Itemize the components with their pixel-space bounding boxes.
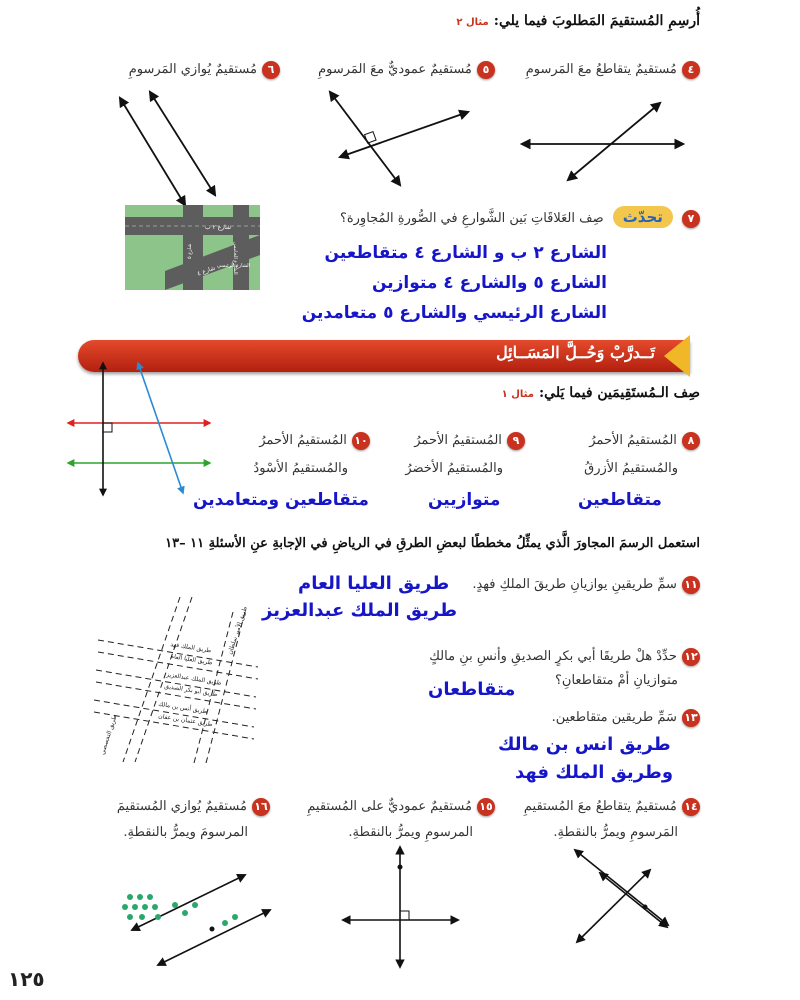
blue-line bbox=[138, 363, 183, 493]
item-7 bbox=[340, 206, 700, 228]
road-label-takhassusi: طريق التخصصي bbox=[99, 714, 119, 756]
answer-11b: طريق الملك عبدالعزيز bbox=[262, 600, 458, 621]
item-text: مُستقيمٌ يتقاطعُ معَ المَرسومِ bbox=[525, 62, 677, 77]
item-text: مُستقيمٌ عموديٌّ معَ المَرسومِ bbox=[318, 62, 472, 77]
item-line2: المرسومَ ويمرُّ بالنقطةِ. bbox=[123, 825, 248, 840]
map-label-fifth: الشارع الخامس bbox=[232, 242, 238, 275]
item-8 bbox=[584, 425, 700, 483]
talk-badge: تحدّث bbox=[613, 206, 673, 228]
question-11 bbox=[472, 573, 700, 594]
map-label-street4: شارع ٤ bbox=[196, 264, 217, 278]
section1-instruction: أُرسِمِ المُستقيمَ المَطلوبَ فيما يلي: bbox=[493, 13, 700, 29]
item-number-badge: ١٢ bbox=[682, 648, 700, 666]
item-number-badge: ١٣ bbox=[682, 709, 700, 727]
road-label-olaya: طريق العليا العام bbox=[169, 653, 213, 667]
student-perpendicular-line bbox=[330, 92, 400, 185]
item-number-badge: ٤ bbox=[682, 61, 700, 79]
item-number-badge: ١٥ bbox=[477, 798, 495, 816]
item-line2: المَرسومِ ويمرُّ بالنقطةِ. bbox=[553, 825, 678, 840]
answer-12: متقاطعان bbox=[428, 679, 516, 700]
banner-title: تَــدرَّبْ وَحُــلَّ المَسَــائِل bbox=[496, 343, 655, 362]
map-label-street5: شارع ٥ bbox=[187, 243, 193, 259]
item-line1: مُستقيمٌ عموديٌّ على المُستقيمِ bbox=[307, 799, 472, 814]
watermark-dots bbox=[122, 894, 238, 926]
drawn-line bbox=[340, 112, 468, 157]
road-label-abdulaziz: طريق الملك عبدالعزيز bbox=[165, 671, 223, 687]
item-number-badge: ٧ bbox=[682, 210, 700, 228]
question-line2: متوازيانِ أمْ متقاطعانِ؟ bbox=[555, 673, 678, 688]
question-text: سمِّ طريقينِ يوازيانِ طريقَ الملكِ فهدٍ. bbox=[472, 577, 677, 592]
section1-example-ref: مثال ٢ bbox=[456, 17, 489, 28]
drawn-line bbox=[132, 875, 245, 930]
answer-13a: طريق انس بن مالك bbox=[498, 734, 671, 755]
item-line1: المُستقيمُ الأحمرُ bbox=[259, 433, 347, 448]
item-line2: والمُستقيمُ الأزرقُ bbox=[584, 461, 678, 476]
road-label-fahd: طريق الملك فهد bbox=[169, 641, 212, 655]
item-10 bbox=[253, 425, 370, 483]
answer-11a: طريق العليا العام bbox=[298, 573, 450, 594]
answer-10: متقاطعين ومتعامدين bbox=[193, 490, 369, 510]
map-label-street2b: شارع ٢ ب bbox=[205, 224, 232, 231]
student-parallel-line bbox=[158, 910, 270, 965]
section2-header bbox=[502, 382, 700, 401]
page-number: ١٢٥ bbox=[8, 967, 45, 991]
talk-answer: الشارع ٢ ب و الشارع ٤ متقاطعين bbox=[324, 243, 607, 263]
drawn-line bbox=[600, 873, 667, 927]
item-number-badge: ١٠ bbox=[352, 432, 370, 450]
talk-answers bbox=[302, 238, 607, 328]
section2-instruction: صِف الـمُستَقِيمَين فيما يَلي: bbox=[539, 385, 700, 401]
colored-lines-figure bbox=[60, 355, 220, 505]
road-label-sultan: طريق الأمير سلطان bbox=[226, 605, 249, 656]
item-line1: مُستقيمٌ يتقاطعُ معَ المُستقيمِ bbox=[523, 799, 677, 814]
item-line2: والمُستقيمُ الأسْودُ bbox=[253, 461, 348, 476]
student-parallel-line bbox=[150, 92, 215, 195]
drawn-line bbox=[120, 98, 185, 205]
question-13 bbox=[552, 706, 700, 727]
banner-arrow-icon bbox=[660, 335, 690, 377]
answer-9: متوازيين bbox=[428, 490, 501, 510]
item-line1: مُستقيمٌ يُوازي المُستقيمَ bbox=[116, 799, 247, 814]
item-number-badge: ١١ bbox=[682, 576, 700, 594]
item-line1: المُستقيمُ الأحمرُ bbox=[414, 433, 502, 448]
item-number-badge: ٦ bbox=[262, 61, 280, 79]
answer-13b: وطريق الملك فهد bbox=[515, 762, 674, 783]
item-number-badge: ٨ bbox=[682, 432, 700, 450]
item-number-badge: ١٤ bbox=[682, 798, 700, 816]
item-line1: المُستقيمُ الأحمرُ bbox=[589, 433, 677, 448]
given-point bbox=[210, 927, 215, 932]
item-number-badge: ٥ bbox=[477, 61, 495, 79]
street-map-image bbox=[125, 205, 260, 290]
item-text: مُستقيمٌ يُوازي المَرسومِ bbox=[128, 62, 257, 77]
item-number-badge: ٩ bbox=[507, 432, 525, 450]
right-angle-mark bbox=[103, 423, 112, 432]
talk-question: صِف العَلاقَاتِ بَين الشَّوارعِ في الصُّورةِ المُجاوِرة؟ bbox=[339, 211, 604, 226]
question-line1: حدِّدْ هلْ طريقَا أبي بكرٍ الصديقِ وأنسِ بنِ مالكٍ bbox=[429, 649, 677, 664]
given-point bbox=[398, 865, 403, 870]
right-angle-mark bbox=[400, 911, 409, 920]
road-label-othman: طريق عثمان بن عفان bbox=[157, 712, 213, 729]
talk-answer: الشارع ٥ والشارع ٤ متوازين bbox=[371, 273, 607, 293]
road-label-abubakr: طريق أبو بكر الصديق bbox=[163, 682, 219, 699]
riyadh-road-map bbox=[88, 592, 263, 772]
given-point bbox=[643, 905, 648, 910]
map-label-main: الشارع الرئيسي bbox=[217, 263, 251, 269]
item-9 bbox=[405, 425, 525, 483]
item-line2: المرسومِ ويمرُّ بالنقطةِ. bbox=[348, 825, 473, 840]
item-line2: والمُستقيمُ الأخضرُ bbox=[405, 461, 503, 476]
road-label-anas: طريق أنس بن مالك bbox=[157, 700, 208, 716]
answer-8: متقاطعين bbox=[578, 490, 662, 510]
section2-example-ref: مثال ١ bbox=[501, 389, 534, 400]
student-intersecting-line bbox=[568, 103, 660, 180]
section3-instruction: استعمل الرسمَ المجاورَ الَّذي يمثِّلُ مخططًا لبعضِ الطرقِ في الرياضِ في الإجابةِ عنِ الأسئلةِ ١١ –١٣ bbox=[165, 536, 700, 551]
item-number-badge: ١٦ bbox=[252, 798, 270, 816]
student-intersecting-line bbox=[575, 850, 668, 925]
question-text: سَمِّ طريقين متقاطعين. bbox=[551, 710, 677, 725]
section4-drawings bbox=[0, 835, 800, 970]
talk-answer: الشارع الرئيسي والشارع ٥ متعامدين bbox=[301, 303, 607, 323]
